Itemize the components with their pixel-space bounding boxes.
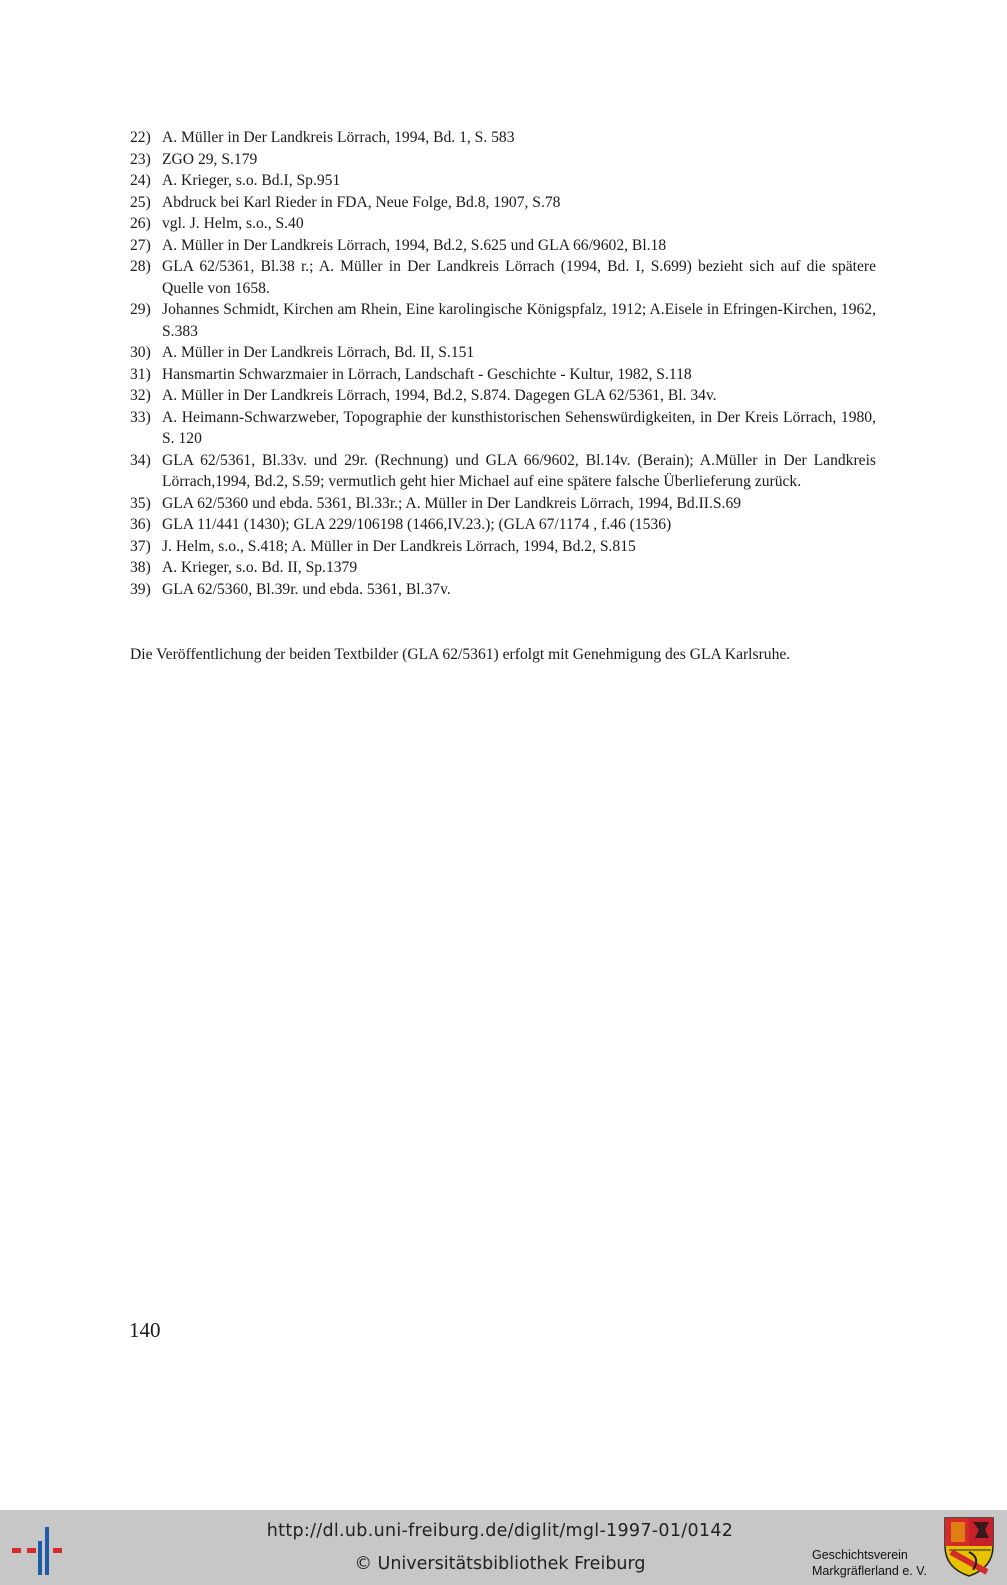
- copyright-notice: © Universitätsbibliothek Freiburg: [354, 1554, 646, 1574]
- endnote-text: A. Müller in Der Landkreis Lörrach, 1994, Bd.2, S.625 und GLA 66/9602, Bl.18: [162, 236, 667, 254]
- endnote-text: Abdruck bei Karl Rieder in FDA, Neue Folge, Bd.8, 1907, S.78: [162, 193, 561, 211]
- endnote-item: [130, 557, 876, 579]
- endnote-text: GLA 62/5360 und ebda. 5361, Bl.33r.; A. Müller in Der Landkreis Lörrach, 1994, Bd.II.S.69: [162, 494, 742, 512]
- endnote-text: A. Krieger, s.o. Bd. II, Sp.1379: [162, 559, 358, 576]
- endnote-text: ZGO 29, S.179: [162, 150, 258, 168]
- permalink-url[interactable]: http://dl.ub.uni-freiburg.de/diglit/mgl-1997-01/0142: [266, 1521, 734, 1541]
- endnote-text: GLA 62/5360, Bl.39r. und ebda. 5361, Bl.37v.: [162, 580, 451, 598]
- endnote-text: A. Müller in Der Landkreis Lörrach, 1994, Bd.2, S.874. Dagegen GLA 62/5361, Bl. 34v.: [162, 387, 717, 404]
- endnote-number: 30): [130, 344, 151, 361]
- coat-of-arms-icon[interactable]: [943, 1516, 995, 1578]
- endnote-number: 27): [130, 236, 151, 254]
- endnote-item: [130, 514, 876, 536]
- endnote-item: [130, 149, 876, 171]
- endnote-number: 26): [130, 215, 151, 232]
- endnote-number: 24): [130, 172, 151, 189]
- endnote-number: 36): [130, 516, 151, 533]
- endnote-item: [130, 192, 876, 214]
- endnote-item: [130, 407, 876, 450]
- endnote-text: Hansmartin Schwarzmaier in Lörrach, Landschaft - Geschichte - Kultur, 1982, S.118: [162, 365, 692, 383]
- endnote-text: Johannes Schmidt, Kirchen am Rhein, Eine karolingische Königspfalz, 1912; A.Eisele in Efringen-Kirchen, 1962, S.383: [162, 301, 876, 340]
- endnote-item: [130, 364, 876, 386]
- endnote-text: A. Heimann-Schwarzweber, Topographie der kunsthistorischen Sehenswürdigkeiten, in Der Kreis Lörrach, 1980, S. 120: [162, 408, 876, 447]
- page-number: 140: [129, 1318, 161, 1342]
- endnote-number: 38): [130, 559, 151, 576]
- society-name-line-2: Markgräflerland e. V.: [812, 1564, 927, 1578]
- endnote-number: 39): [130, 580, 151, 598]
- endnote-text: GLA 62/5361, Bl.38 r.; A. Müller in Der Landkreis Lörrach (1994, Bd. I, S.699) bezieht sich auf die spätere Quelle von 1658.: [162, 258, 876, 297]
- endnote-number: 37): [130, 537, 151, 555]
- permission-note: Die Veröffentlichung der beiden Textbilder (GLA 62/5361) erfolgt mit Genehmigung des GLA Karlsruhe.: [130, 646, 791, 663]
- endnote-text: GLA 11/441 (1430); GLA 229/106198 (1466,IV.23.); (GLA 67/1174 , f.46 (1536): [162, 516, 672, 533]
- endnote-text: vgl. J. Helm, s.o., S.40: [162, 215, 304, 232]
- society-name: [812, 1547, 927, 1579]
- endnote-item: [130, 579, 876, 601]
- endnote-item: [130, 385, 876, 407]
- endnote-item: [130, 256, 876, 299]
- society-name-line-1: Geschichtsverein: [812, 1548, 908, 1562]
- endnote-number: 25): [130, 193, 151, 211]
- endnote-item: [130, 342, 876, 364]
- endnote-item: [130, 299, 876, 342]
- endnote-text: J. Helm, s.o., S.418; A. Müller in Der Landkreis Lörrach, 1994, Bd.2, S.815: [162, 537, 636, 555]
- endnote-number: 35): [130, 494, 151, 512]
- endnote-text: A. Müller in Der Landkreis Lörrach, 1994, Bd. 1, S. 583: [162, 129, 515, 146]
- endnote-item: [130, 493, 876, 515]
- endnote-item: [130, 213, 876, 235]
- ub-freiburg-logo-icon[interactable]: [12, 1527, 64, 1575]
- endnote-text: A. Krieger, s.o. Bd.I, Sp.951: [162, 172, 341, 189]
- endnote-number: 31): [130, 365, 151, 383]
- endnote-number: 23): [130, 150, 151, 168]
- endnote-item: [130, 170, 876, 192]
- endnote-item: [130, 536, 876, 558]
- endnote-item: [130, 450, 876, 493]
- endnote-number: 33): [130, 408, 151, 426]
- endnote-number: 29): [130, 301, 151, 318]
- endnote-item: [130, 235, 876, 257]
- endnote-item: [130, 127, 876, 149]
- endnote-number: 32): [130, 387, 151, 404]
- endnotes-list: [130, 127, 876, 600]
- endnote-number: 22): [130, 129, 151, 146]
- endnote-text: A. Müller in Der Landkreis Lörrach, Bd. II, S.151: [162, 344, 475, 361]
- viewer-footer: [0, 1510, 1007, 1585]
- endnote-number: 28): [130, 258, 151, 275]
- endnote-number: 34): [130, 451, 151, 469]
- endnote-text: GLA 62/5361, Bl.33v. und 29r. (Rechnung) und GLA 66/9602, Bl.14v. (Berain); A.Müller in Der Landkreis Lörrach,1994, Bd.2, S.59; vermutlich geht hier Michael auf eine spätere falsche Überlieferung zurück.: [162, 451, 876, 490]
